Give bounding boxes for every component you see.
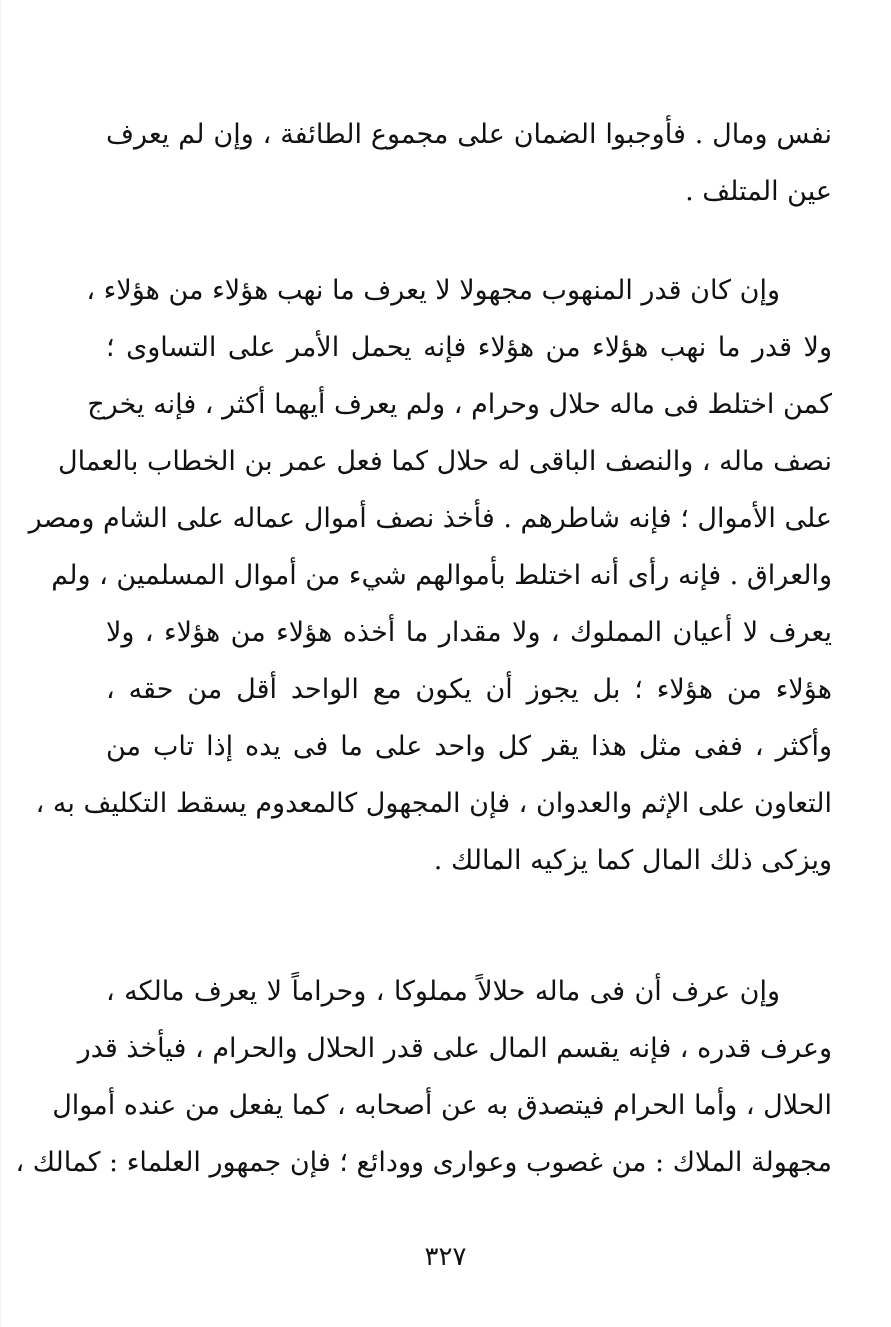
text-line: الحلال ، وأما الحرام فيتصدق به عن أصحابه ، كما يفعل من عنده أموال bbox=[52, 1090, 832, 1121]
text-line: مجهولة الملاك : من غصوب وعوارى وودائع ؛ فإن جمهور العلماء : كمالك ، bbox=[15, 1147, 832, 1178]
text-line: هؤلاء من هؤلاء ؛ بل يجوز أن يكون مع الواحد أقل من حقه ، bbox=[106, 674, 832, 705]
text-line: يعرف لا أعيان المملوك ، ولا مقدار ما أخذه هؤلاء من هؤلاء ، ولا bbox=[106, 617, 832, 648]
text-line: وإن كان قدر المنهوب مجهولا لا يعرف ما نهب هؤلاء من هؤلاء ، bbox=[86, 275, 780, 306]
text-line: ولا قدر ما نهب هؤلاء من هؤلاء فإنه يحمل الأمر على التساوى ؛ bbox=[106, 332, 832, 363]
text-line: على الأموال ؛ فإنه شاطرهم . فأخذ نصف أموال عماله على الشام ومصر bbox=[28, 503, 832, 534]
paragraph-3 bbox=[15, 963, 832, 1191]
text-line: وأكثر ، ففى مثل هذا يقر كل واحد على ما فى يده إذا تاب من bbox=[106, 731, 832, 762]
text-line: كمن اختلط فى ماله حلال وحرام ، ولم يعرف أيهما أكثر ، فإنه يخرج bbox=[87, 389, 832, 420]
text-line: عين المتلف . bbox=[685, 176, 832, 207]
page-edge bbox=[0, 0, 1, 1327]
text-line: ويزكى ذلك المال كما يزكيه المالك . bbox=[433, 845, 832, 876]
text-line: والعراق . فإنه رأى أنه اختلط بأموالهم شيء من أموال المسلمين ، ولم bbox=[51, 560, 832, 591]
text-line: نفس ومال . فأوجبوا الضمان على مجموع الطائفة ، وإن لم يعرف bbox=[106, 119, 832, 150]
page-number: ٣٢٧ bbox=[424, 1242, 467, 1272]
text-line: التعاون على الإثم والعدوان ، فإن المجهول كالمعدوم يسقط التكليف به ، bbox=[35, 788, 832, 819]
text-line: نصف ماله ، والنصف الباقى له حلال كما فعل عمر بن الخطاب بالعمال bbox=[57, 446, 832, 477]
text-line: وإن عرف أن فى ماله حلالاً مملوكا ، وحراماً لا يعرف مالكه ، bbox=[106, 976, 780, 1007]
paragraph-1 bbox=[106, 106, 832, 220]
text-line: وعرف قدره ، فإنه يقسم المال على قدر الحلال والحرام ، فيأخذ قدر bbox=[77, 1033, 832, 1064]
paragraph-2 bbox=[28, 262, 832, 889]
